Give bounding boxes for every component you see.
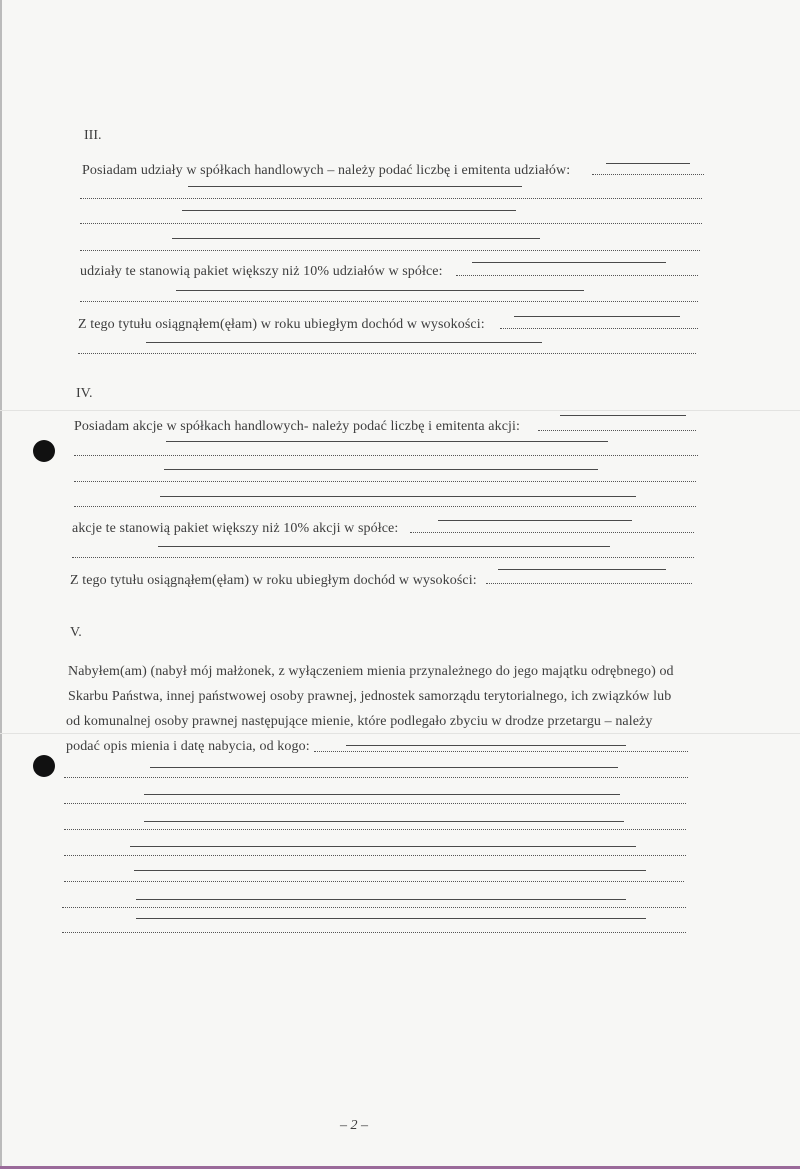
handwritten-dash [160, 496, 636, 497]
handwritten-dash [346, 745, 626, 746]
fill-line [62, 932, 686, 933]
fill-line [74, 506, 696, 507]
stocks-over-10-label: akcje te stanowią pakiet większy niż 10% akcji w spółce: [72, 521, 399, 536]
fill-line [410, 532, 694, 533]
handwritten-dash [158, 546, 610, 547]
handwritten-dash [134, 870, 646, 871]
fill-line [80, 223, 702, 224]
income-label: Z tego tytułu osiągnąłem(ęłam) w roku ubiegłym dochód w wysokości: [78, 317, 485, 332]
handwritten-dash [164, 469, 598, 470]
fill-line [592, 174, 704, 175]
fill-line [456, 275, 698, 276]
fill-line [74, 455, 698, 456]
fill-line [80, 198, 702, 199]
fill-line [64, 881, 684, 882]
stocks-intro-label: Posiadam akcje w spółkach handlowych- należy podać liczbę i emitenta akcji: [74, 419, 521, 434]
acquisition-text-line-1: Nabyłem(am) (nabył mój małżonek, z wyłączeniem mienia przynależnego do jego majątku odrębnego) od [68, 664, 674, 679]
handwritten-dash [472, 262, 666, 263]
fold-line [0, 410, 800, 411]
shares-over-10-label: udziały te stanowią pakiet większy niż 10% udziałów w spółce: [80, 264, 443, 279]
handwritten-dash [176, 290, 584, 291]
fill-line [78, 353, 696, 354]
punch-hole [33, 755, 55, 777]
fill-line [486, 583, 692, 584]
fill-line [64, 829, 686, 830]
handwritten-dash [182, 210, 516, 211]
fill-line [64, 803, 686, 804]
handwritten-dash [606, 163, 690, 164]
handwritten-dash [150, 767, 618, 768]
handwritten-dash [188, 186, 522, 187]
handwritten-dash [130, 846, 636, 847]
handwritten-dash [136, 899, 626, 900]
fill-line [72, 557, 694, 558]
section-5-heading: V. [70, 625, 82, 640]
handwritten-dash [560, 415, 686, 416]
handwritten-dash [498, 569, 666, 570]
acquisition-text-line-2: Skarbu Państwa, innej państwowej osoby prawnej, jednostek samorządu terytorialnego, ich związków lub [68, 689, 672, 704]
scan-edge-left [0, 0, 2, 1169]
fill-line [538, 430, 696, 431]
shares-intro-label: Posiadam udziały w spółkach handlowych – należy podać liczbę i emitenta udziałów: [82, 163, 571, 178]
handwritten-dash [144, 794, 620, 795]
fill-line [80, 250, 700, 251]
acquisition-text-line-3: od komunalnej osoby prawnej następujące mienie, które podlegało zbyciu w drodze przetargu – należy [66, 714, 653, 729]
page-number: – 2 – [340, 1118, 368, 1133]
fill-line [62, 907, 686, 908]
punch-hole [33, 440, 55, 462]
acquisition-text-line-4: podać opis mienia i datę nabycia, od kogo: [66, 739, 310, 754]
handwritten-dash [144, 821, 624, 822]
handwritten-dash [146, 342, 542, 343]
section-3-heading: III. [84, 128, 102, 143]
handwritten-dash [166, 441, 608, 442]
handwritten-dash [172, 238, 540, 239]
fill-line [314, 751, 688, 752]
handwritten-dash [438, 520, 632, 521]
handwritten-dash [136, 918, 646, 919]
fill-line [64, 777, 688, 778]
fill-line [80, 301, 698, 302]
fold-line [0, 733, 800, 734]
handwritten-dash [514, 316, 680, 317]
fill-line [74, 481, 696, 482]
fill-line [64, 855, 686, 856]
section-4-heading: IV. [76, 386, 93, 401]
fill-line [500, 328, 698, 329]
income-label: Z tego tytułu osiągnąłem(ęłam) w roku ubiegłym dochód w wysokości: [70, 573, 477, 588]
